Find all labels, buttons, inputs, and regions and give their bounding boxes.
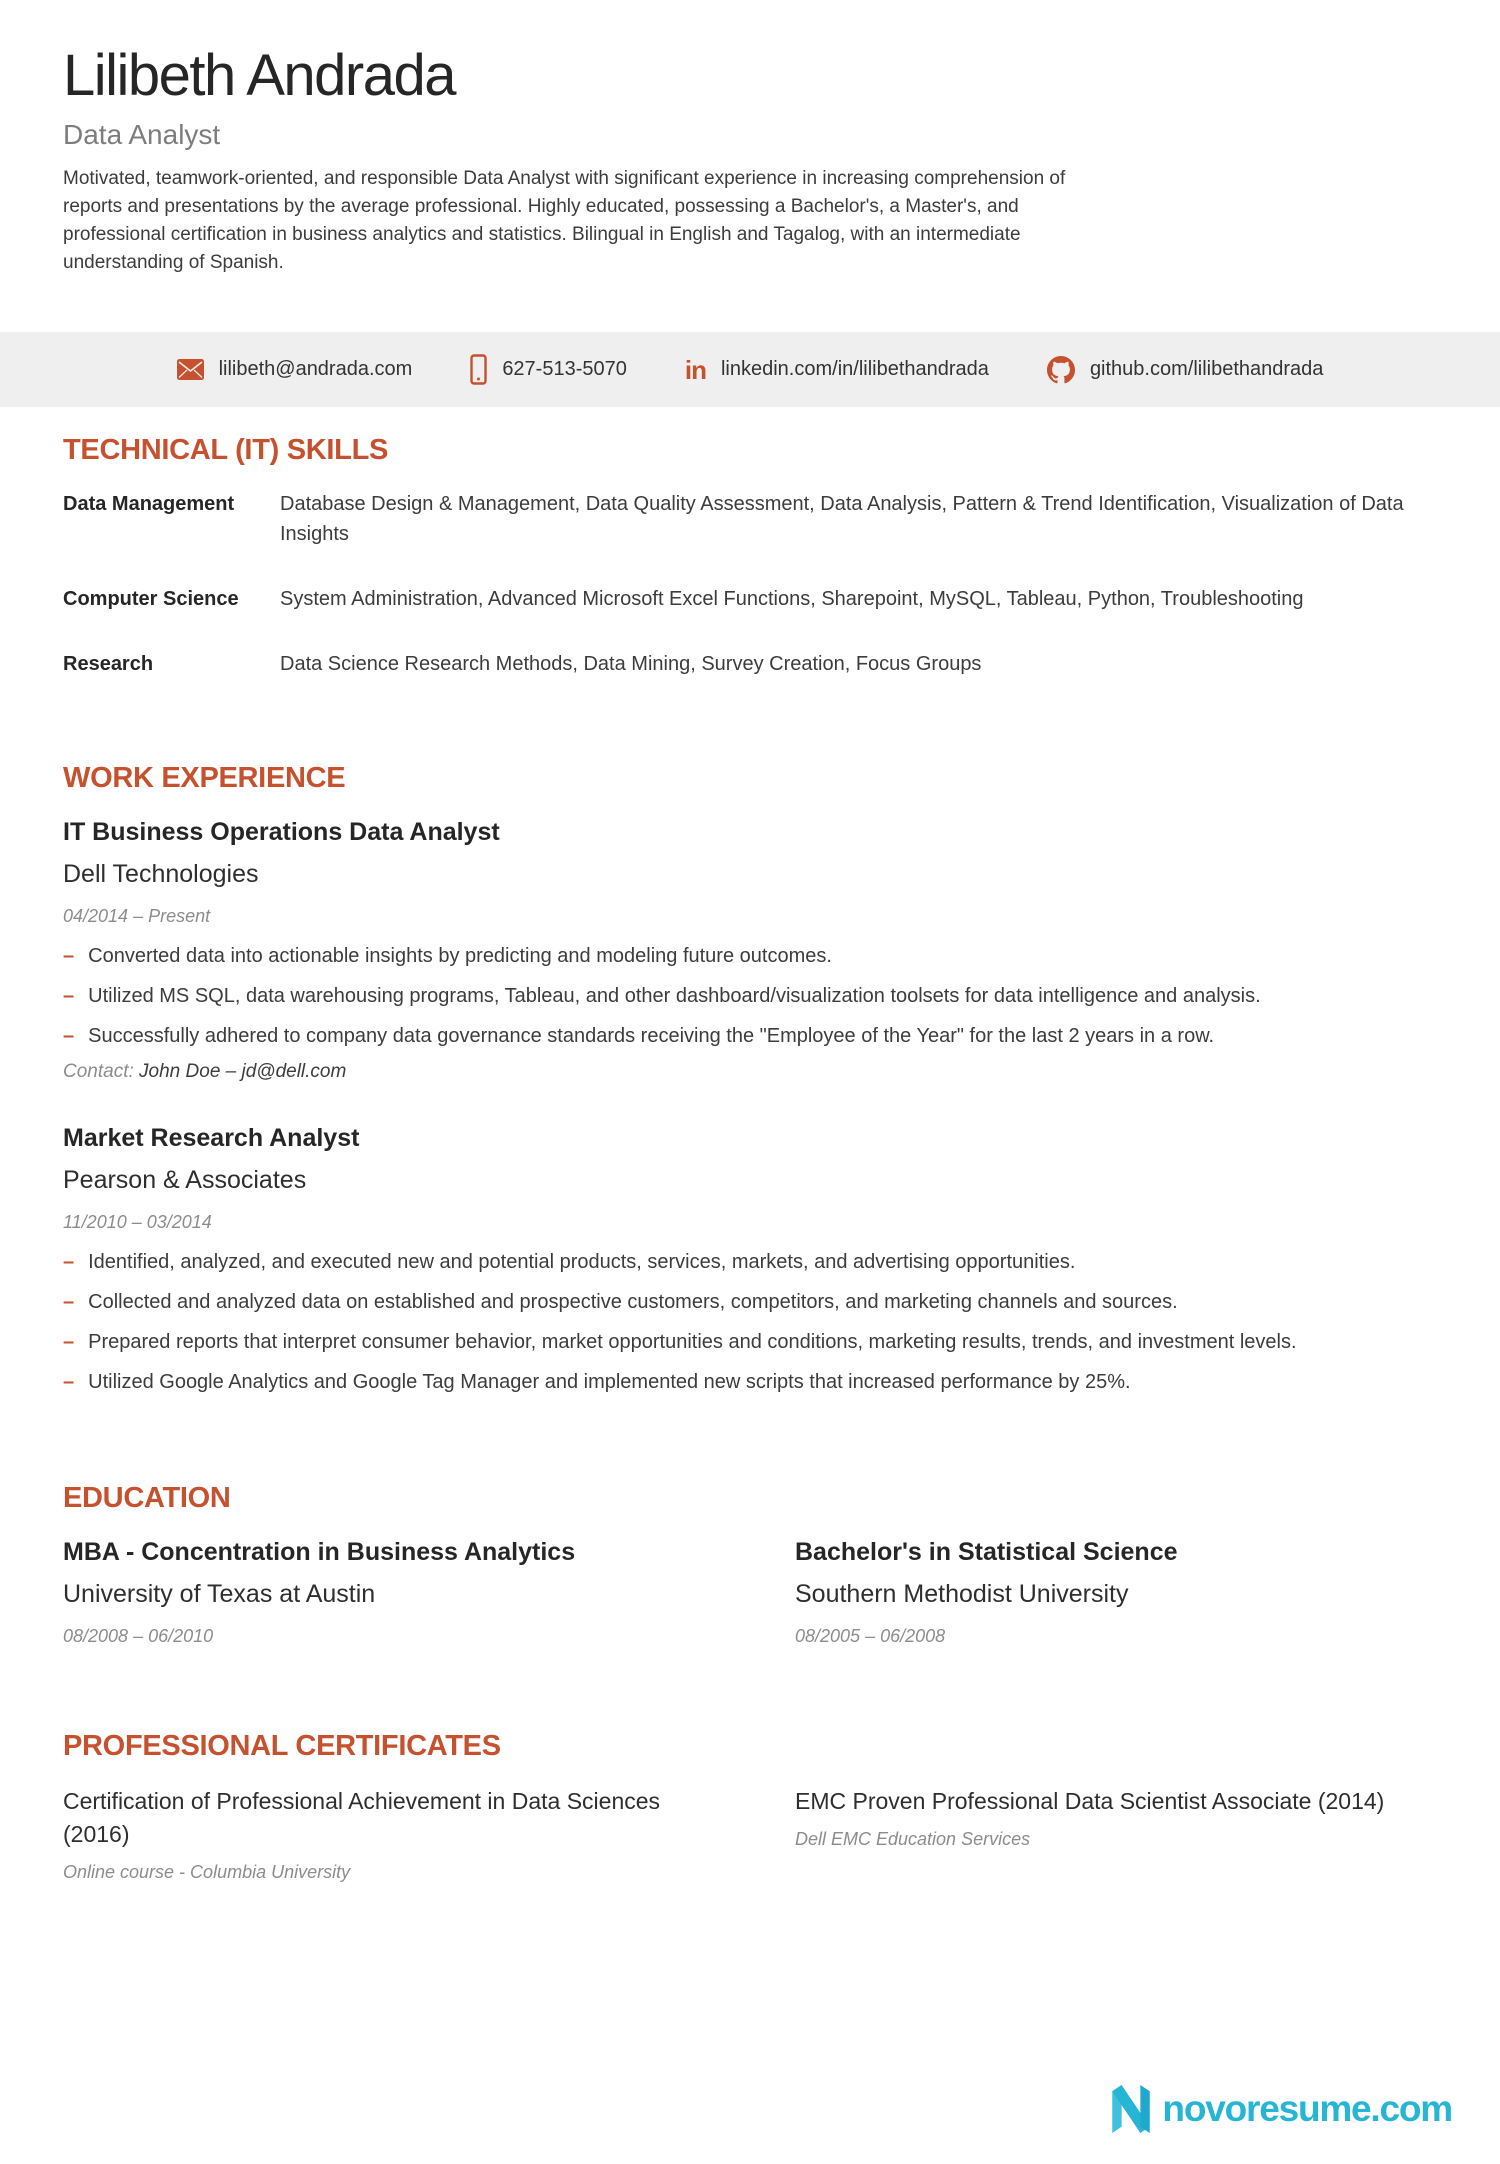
bullet-text: Successfully adhered to company data governance standards receiving the "Employee of the Year" for the last 2 years in a row. [88, 1025, 1215, 1048]
job-entry [63, 817, 1437, 1083]
skill-list: System Administration, Advanced Microsoft Excel Functions, Sharepoint, MySQL, Tableau, Python, Troubleshooting [280, 588, 1304, 611]
mail-icon [177, 359, 204, 380]
job-title: Market Research Analyst [63, 1124, 360, 1153]
job-bullets [63, 1247, 1437, 1397]
contact-email[interactable] [177, 358, 413, 381]
contact-github-label: github.com/lilibethandrada [1089, 358, 1324, 381]
bullet-text: Utilized MS SQL, data warehousing programs, Tableau, and other dashboard/visualization toolsets for data intelligence and analysis. [88, 985, 1261, 1008]
bullet-item [63, 941, 1437, 971]
job-company: Pearson & Associates [63, 1166, 307, 1195]
bullet-item [63, 1327, 1437, 1357]
bullet-text: Identified, analyzed, and executed new and potential products, services, markets, and advertising opportunities. [88, 1251, 1076, 1274]
skill-row [63, 584, 1437, 614]
bullet-item [63, 1247, 1437, 1277]
job-title: IT Business Operations Data Analyst [63, 818, 500, 847]
bullet-item [63, 981, 1437, 1011]
bullet-text: Prepared reports that interpret consumer behavior, market opportunities and conditions, marketing results, trends, and investment levels. [88, 1331, 1297, 1354]
degree-title: Bachelor's in Statistical Science [795, 1538, 1178, 1567]
skill-category: Data Management [63, 493, 235, 516]
school-name: Southern Methodist University [795, 1580, 1129, 1609]
job-reference-value: John Doe – jd@dell.com [139, 1061, 347, 1083]
bullet-dash: – [63, 1371, 75, 1394]
bullet-text: Utilized Google Analytics and Google Tag Manager and implemented new scripts that increased performance by 25%. [88, 1371, 1131, 1394]
section-heading-skills: TECHNICAL (IT) SKILLS [63, 434, 389, 467]
education-entry [63, 1537, 795, 1647]
contact-phone-label: 627-513-5070 [502, 358, 627, 381]
person-name: Lilibeth Andrada [63, 43, 455, 108]
novoresume-logo-icon [1108, 2084, 1154, 2134]
resume-page [0, 42, 1500, 1883]
job-company: Dell Technologies [63, 860, 259, 889]
summary-paragraph: Motivated, teamwork-oriented, and responsible Data Analyst with significant experience in increasing comprehension of reports and presentations by the average professional. Highly educated, possessing a Bachelor's, a Master's, and professional certification in business analytics and statistics. Bilingual in English and Tagalog, with an intermediate understanding of Spanish. [63, 168, 1066, 274]
bullet-dash: – [63, 985, 75, 1008]
novoresume-brand-link[interactable] [1108, 2084, 1452, 2134]
certificate-title: EMC Proven Professional Data Scientist Associate (2014) [795, 1788, 1385, 1815]
github-icon [1047, 356, 1075, 384]
skill-list: Database Design & Management, Data Quality Assessment, Data Analysis, Pattern & Trend Identification, Visualization of Data Insights [280, 493, 1404, 546]
bullet-item [63, 1287, 1437, 1317]
certificate-issuer: Online course - Columbia University [63, 1862, 351, 1883]
job-reference-label: Contact: [63, 1061, 134, 1083]
contact-bar [0, 332, 1500, 407]
bullet-text: Collected and analyzed data on established and prospective customers, competitors, and marketing channels and sources. [88, 1291, 1178, 1314]
contact-linkedin[interactable] [684, 354, 989, 385]
section-heading-work: WORK EXPERIENCE [63, 762, 346, 795]
school-name: University of Texas at Austin [63, 1580, 376, 1609]
bullet-dash: – [63, 1025, 75, 1048]
certificates-grid [63, 1785, 1437, 1883]
certificate-issuer: Dell EMC Education Services [795, 1829, 1031, 1850]
skills-table [63, 489, 1437, 679]
education-grid [63, 1537, 1437, 1647]
skill-category: Computer Science [63, 588, 239, 611]
contact-linkedin-label: linkedin.com/in/lilibethandrada [720, 358, 989, 381]
linkedin-icon: in [684, 354, 706, 385]
section-heading-education: EDUCATION [63, 1482, 231, 1515]
phone-icon [470, 354, 487, 385]
bullet-dash: – [63, 1331, 75, 1354]
job-reference [63, 1061, 1437, 1083]
job-dates: 04/2014 – Present [63, 906, 211, 927]
contact-phone[interactable] [470, 354, 627, 385]
job-dates: 11/2010 – 03/2014 [63, 1212, 212, 1233]
bullet-dash: – [63, 1291, 75, 1314]
job-bullets [63, 941, 1437, 1051]
bullet-text: Converted data into actionable insights by predicting and modeling future outcomes. [88, 945, 832, 968]
person-job-title: Data Analyst [63, 118, 221, 150]
contact-github[interactable] [1047, 356, 1324, 384]
certificate-title: Certification of Professional Achievement in Data Sciences (2016) [63, 1788, 661, 1848]
bullet-item [63, 1021, 1437, 1051]
novoresume-wordmark: novoresume.com [1162, 2088, 1452, 2129]
degree-title: MBA - Concentration in Business Analytics [63, 1538, 576, 1567]
education-dates: 08/2008 – 06/2010 [63, 1626, 214, 1647]
section-heading-certificates: PROFESSIONAL CERTIFICATES [63, 1730, 501, 1763]
skill-category: Research [63, 653, 154, 676]
bullet-dash: – [63, 1251, 75, 1274]
skill-list: Data Science Research Methods, Data Mining, Survey Creation, Focus Groups [280, 653, 982, 676]
skill-row [63, 489, 1437, 549]
bullet-dash: – [63, 945, 75, 968]
skill-row [63, 649, 1437, 679]
certificate-entry [63, 1785, 795, 1883]
education-entry [795, 1537, 1437, 1647]
job-entry [63, 1123, 1437, 1397]
contact-email-label: lilibeth@andrada.com [218, 358, 413, 381]
bullet-item [63, 1367, 1437, 1397]
certificate-entry [795, 1785, 1437, 1883]
education-dates: 08/2005 – 06/2008 [795, 1626, 946, 1647]
